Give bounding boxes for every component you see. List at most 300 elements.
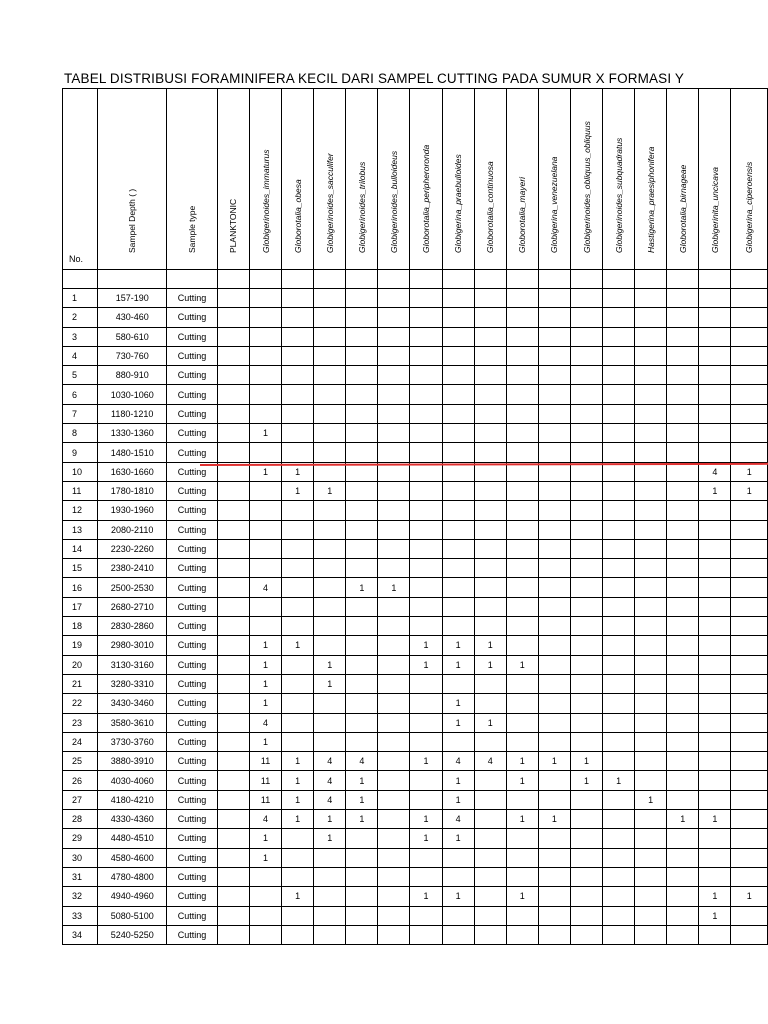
count-cell [538,559,570,578]
header-species-label: Hastigerina_praesiphonifera [645,146,656,253]
planktonic-cell [217,732,249,751]
planktonic-cell [217,925,249,944]
header-no: No. [63,89,98,270]
count-cell [346,404,378,423]
count-cell [314,404,346,423]
count-cell [731,597,768,616]
count-cell [474,906,506,925]
count-cell [346,848,378,867]
count-cell [699,771,731,790]
count-cell: 1 [314,829,346,848]
count-cell [314,887,346,906]
depth-cell: 2500-2530 [98,578,167,597]
count-cell [474,578,506,597]
count-cell [731,906,768,925]
count-cell [282,867,314,886]
planktonic-cell [217,443,249,462]
count-cell: 1 [282,790,314,809]
count-cell [635,308,667,327]
table-row [63,752,768,771]
spacer-cell [410,270,442,289]
depth-cell: 2380-2410 [98,559,167,578]
sample-type-cell: Cutting [167,424,218,443]
count-cell [410,327,442,346]
count-cell: 4 [699,462,731,481]
row-number-cell: 7 [63,404,98,423]
count-cell [314,597,346,616]
count-cell [731,636,768,655]
count-cell [731,790,768,809]
count-cell [538,501,570,520]
table-row [63,520,768,539]
count-cell [635,925,667,944]
count-cell [570,346,602,365]
depth-cell: 5240-5250 [98,925,167,944]
depth-cell: 2230-2260 [98,539,167,558]
sample-type-cell: Cutting [167,925,218,944]
count-cell [378,404,410,423]
row-number-cell: 1 [63,289,98,308]
count-cell [474,559,506,578]
count-cell [346,346,378,365]
row-number-cell: 30 [63,848,98,867]
count-cell [570,906,602,925]
count-cell [314,501,346,520]
count-cell: 1 [282,810,314,829]
count-cell [378,385,410,404]
count-cell [346,539,378,558]
count-cell [570,848,602,867]
table-row [63,327,768,346]
count-cell [506,636,538,655]
count-cell [314,385,346,404]
count-cell [474,617,506,636]
row-number-cell: 18 [63,617,98,636]
count-cell [474,829,506,848]
count-cell [442,520,474,539]
count-cell [250,481,282,500]
count-cell [410,424,442,443]
count-cell [635,752,667,771]
table-row [63,443,768,462]
count-cell [667,732,699,751]
count-cell [603,424,635,443]
sample-type-cell: Cutting [167,752,218,771]
count-cell: 1 [250,732,282,751]
count-cell: 1 [282,752,314,771]
count-cell [603,790,635,809]
table-row [63,925,768,944]
header-species-label: Globigerina_ciperoensis [744,161,755,253]
count-cell [603,925,635,944]
table-row [63,867,768,886]
depth-cell: 1180-1210 [98,404,167,423]
count-cell [282,520,314,539]
count-cell [667,481,699,500]
count-cell [570,404,602,423]
count-cell [250,385,282,404]
count-cell [378,346,410,365]
count-cell [570,867,602,886]
count-cell [731,867,768,886]
spacer-cell [635,270,667,289]
depth-cell: 4180-4210 [98,790,167,809]
sample-type-cell: Cutting [167,655,218,674]
count-cell [506,443,538,462]
count-cell [667,346,699,365]
count-cell [378,674,410,693]
count-cell [635,539,667,558]
count-cell [506,327,538,346]
count-cell [314,289,346,308]
table-row [63,674,768,693]
count-cell [378,559,410,578]
count-cell [442,443,474,462]
count-cell [378,713,410,732]
count-cell [667,867,699,886]
header-species [314,89,346,270]
count-cell [635,366,667,385]
count-cell [442,327,474,346]
row-number-cell: 16 [63,578,98,597]
count-cell [410,617,442,636]
count-cell [442,848,474,867]
count-cell [731,559,768,578]
count-cell: 1 [442,887,474,906]
count-cell [635,289,667,308]
count-cell [538,636,570,655]
table-row [63,713,768,732]
count-cell [667,752,699,771]
sample-type-cell: Cutting [167,385,218,404]
table-row [63,887,768,906]
count-cell: 1 [250,462,282,481]
row-number-cell: 32 [63,887,98,906]
planktonic-cell [217,713,249,732]
count-cell [603,289,635,308]
count-cell [635,327,667,346]
count-cell [635,617,667,636]
count-cell [699,617,731,636]
count-cell: 1 [282,462,314,481]
planktonic-cell [217,366,249,385]
count-cell [603,617,635,636]
count-cell [731,810,768,829]
count-cell [603,810,635,829]
count-cell [442,617,474,636]
count-cell: 4 [314,790,346,809]
count-cell [250,308,282,327]
count-cell [474,289,506,308]
sample-type-cell: Cutting [167,906,218,925]
count-cell: 1 [314,810,346,829]
count-cell [667,559,699,578]
count-cell [474,790,506,809]
planktonic-cell [217,887,249,906]
count-cell: 1 [410,810,442,829]
count-cell [442,366,474,385]
count-cell: 1 [250,636,282,655]
sample-type-cell: Cutting [167,289,218,308]
count-cell [731,385,768,404]
count-cell [346,327,378,346]
sample-type-cell: Cutting [167,520,218,539]
count-cell [538,617,570,636]
count-cell [699,655,731,674]
count-cell [250,289,282,308]
header-species-label: Globigerina_venezuelana [549,156,560,253]
count-cell [314,520,346,539]
row-number-cell: 10 [63,462,98,481]
count-cell [603,481,635,500]
count-cell [506,481,538,500]
count-cell [410,404,442,423]
sample-type-cell: Cutting [167,713,218,732]
count-cell [603,829,635,848]
count-cell [506,366,538,385]
count-cell [378,925,410,944]
count-cell [699,752,731,771]
count-cell: 1 [474,636,506,655]
header-species-label: Globigerinoides_immaturus [260,149,271,253]
table-row [63,559,768,578]
count-cell [699,289,731,308]
count-cell [410,925,442,944]
spacer-cell [699,270,731,289]
planktonic-cell [217,694,249,713]
count-cell: 4 [250,810,282,829]
count-cell [538,674,570,693]
count-cell [442,346,474,365]
table-row [63,501,768,520]
table-row [63,539,768,558]
count-cell [667,539,699,558]
count-cell [378,424,410,443]
count-cell [378,636,410,655]
count-cell [506,925,538,944]
row-number-cell: 34 [63,925,98,944]
count-cell: 1 [410,887,442,906]
count-cell [314,925,346,944]
count-cell [603,655,635,674]
count-cell [603,443,635,462]
count-cell [538,771,570,790]
sample-type-cell: Cutting [167,462,218,481]
count-cell [731,289,768,308]
count-cell [410,597,442,616]
count-cell [378,539,410,558]
count-cell [282,674,314,693]
count-cell [570,366,602,385]
count-cell [538,366,570,385]
count-cell [250,366,282,385]
count-cell [731,655,768,674]
count-cell [506,790,538,809]
table-row [63,790,768,809]
count-cell [635,481,667,500]
count-cell [378,617,410,636]
sample-type-cell: Cutting [167,674,218,693]
count-cell [667,790,699,809]
count-cell [538,424,570,443]
count-cell [667,404,699,423]
count-cell [699,327,731,346]
count-cell [538,539,570,558]
planktonic-cell [217,771,249,790]
row-number-cell: 11 [63,481,98,500]
count-cell [474,867,506,886]
count-cell [410,559,442,578]
count-cell: 1 [282,636,314,655]
depth-cell: 580-610 [98,327,167,346]
count-cell [538,867,570,886]
row-number-cell: 14 [63,539,98,558]
depth-cell: 3430-3460 [98,694,167,713]
row-number-cell: 21 [63,674,98,693]
count-cell [346,887,378,906]
count-cell [603,559,635,578]
count-cell [474,327,506,346]
count-cell [506,694,538,713]
count-cell [474,366,506,385]
count-cell [731,501,768,520]
count-cell [314,578,346,597]
count-cell [442,424,474,443]
count-cell: 1 [570,771,602,790]
count-cell [570,887,602,906]
count-cell [378,771,410,790]
count-cell [378,520,410,539]
table-row [63,578,768,597]
count-cell [635,655,667,674]
count-cell [635,578,667,597]
count-cell [474,308,506,327]
count-cell: 4 [474,752,506,771]
count-cell [346,655,378,674]
count-cell [410,443,442,462]
planktonic-cell [217,810,249,829]
count-cell [250,327,282,346]
header-sample-type [167,89,218,270]
count-cell [667,289,699,308]
header-species-label: Globorotalia_continuosa [485,161,496,253]
row-number-cell: 17 [63,597,98,616]
count-cell [667,597,699,616]
count-cell [410,520,442,539]
count-cell [667,578,699,597]
count-cell [667,501,699,520]
table-row [63,404,768,423]
count-cell [570,694,602,713]
count-cell [731,366,768,385]
count-cell [442,501,474,520]
row-number-cell: 27 [63,790,98,809]
count-cell [506,829,538,848]
count-cell [474,385,506,404]
count-cell [699,867,731,886]
count-cell [378,366,410,385]
count-cell [699,501,731,520]
planktonic-cell [217,327,249,346]
header-species-label: Globigerinoides_obliquus_obliquus [581,121,592,253]
table-row [63,385,768,404]
count-cell [346,424,378,443]
count-cell [731,752,768,771]
count-cell [506,578,538,597]
spacer-cell [282,270,314,289]
count-cell [346,674,378,693]
count-cell [346,481,378,500]
count-cell [346,617,378,636]
depth-cell: 1480-1510 [98,443,167,462]
count-cell [731,829,768,848]
count-cell [603,636,635,655]
count-cell [570,539,602,558]
count-cell: 1 [506,887,538,906]
table-title: TABEL DISTRIBUSI FORAMINIFERA KECIL DARI SAMPEL CUTTING PADA SUMUR X FORMASI Y [64,71,685,86]
header-species [282,89,314,270]
sample-type-cell: Cutting [167,366,218,385]
count-cell [731,520,768,539]
distribution-table [62,88,768,945]
depth-cell: 2680-2710 [98,597,167,616]
count-cell [282,597,314,616]
header-species [570,89,602,270]
count-cell [603,346,635,365]
planktonic-cell [217,559,249,578]
count-cell [474,424,506,443]
count-cell [667,327,699,346]
table-row [63,829,768,848]
row-number-cell: 15 [63,559,98,578]
count-cell [570,655,602,674]
count-cell [731,424,768,443]
count-cell [314,366,346,385]
count-cell: 1 [635,790,667,809]
count-cell [314,713,346,732]
count-cell: 1 [410,752,442,771]
count-cell [699,925,731,944]
count-cell [378,829,410,848]
depth-cell: 3730-3760 [98,732,167,751]
count-cell: 1 [314,674,346,693]
header-species [506,89,538,270]
count-cell [282,906,314,925]
count-cell [603,578,635,597]
count-cell [346,713,378,732]
count-cell [282,385,314,404]
count-cell [570,327,602,346]
count-cell [314,694,346,713]
row-number-cell: 13 [63,520,98,539]
header-species-label: Globigerinoides_bulloideus [388,150,399,253]
count-cell [538,829,570,848]
count-cell [314,424,346,443]
spacer-cell [538,270,570,289]
count-cell [314,906,346,925]
count-cell [410,867,442,886]
count-cell [603,906,635,925]
count-cell [282,655,314,674]
count-cell [570,559,602,578]
planktonic-cell [217,829,249,848]
count-cell: 1 [442,655,474,674]
table-row [63,308,768,327]
count-cell [314,308,346,327]
count-cell [731,327,768,346]
count-cell [346,366,378,385]
count-cell [378,790,410,809]
